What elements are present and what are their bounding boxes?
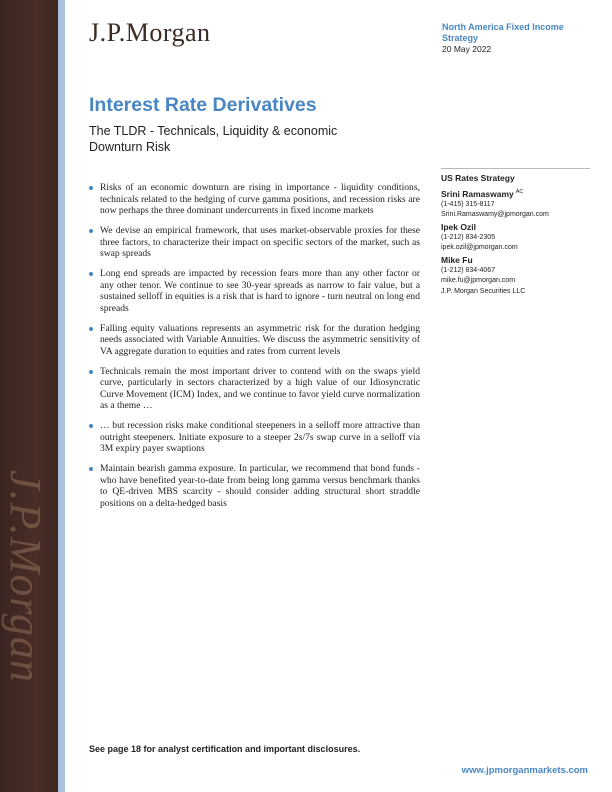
list-item-text: … but recession risks make conditional steepeners in a selloff more attractive than outright steepeners. Initiate exposure to a steeper 2s/7s swap curve in a selloff via 3M expiry payer swaptions <box>100 420 420 454</box>
list-item-text: Risks of an economic downturn are rising in importance - liquidity conditions, technicals related to the hedging of curve gamma positions, and recession risks are now perhaps the three dominant undercurrents in fixed income markets <box>100 182 420 216</box>
firm-name: J.P. Morgan Securities LLC <box>441 288 526 295</box>
analyst-name <box>441 254 590 266</box>
jpmorgan-watermark <box>1 470 52 710</box>
list-item-text: Falling equity valuations represents an asymmetric risk for the duration hedging needs associated with Variable Annuities. We discuss the asymmetric sensitivity of VA aggregate duration to equities and rates from current levels <box>100 322 420 357</box>
analyst-name <box>441 186 590 200</box>
bullet-icon <box>89 229 93 233</box>
analyst-email[interactable]: mike.fu@jpmorgan.com <box>441 277 516 284</box>
analyst-name-text: Srini Ramaswamy <box>441 189 514 199</box>
bullet-icon <box>89 467 93 471</box>
jpmorgan-logo: J.P.Morgan <box>89 18 211 47</box>
list-item <box>89 225 420 260</box>
analyst-email[interactable]: Srini.Ramaswamy@jpmorgan.com <box>441 211 549 218</box>
page-title: Interest Rate Derivatives <box>89 94 317 116</box>
list-item <box>89 463 420 509</box>
analyst-phone: (1-212) 834-2305 <box>441 234 496 241</box>
bullet-icon <box>89 327 93 331</box>
list-item-text: Maintain bearish gamma exposure. In particular, we recommend that bond funds - who have benefited year-to-date from being long gamma versus benchmark thanks to QE-driven MBS scarcity - should consider adding structural short straddle positions on a delta-hedged basis <box>100 463 420 509</box>
analyst-phone: (1-415) 315-8117 <box>441 201 495 208</box>
list-item <box>89 323 420 358</box>
disclosure-note: See page 18 for analyst certification and important disclosures. <box>89 744 361 754</box>
page-subtitle: The TLDR - Technicals, Liquidity & economic Downturn Risk <box>89 124 338 154</box>
document-series: North America Fixed Income Strategy <box>442 22 564 43</box>
sidebar-band <box>0 0 58 792</box>
website-link[interactable]: www.jpmorganmarkets.com <box>461 765 588 776</box>
list-item-text: We devise an empirical framework, that uses market-observable proxies for these three factors, to characterize their impact on specific sectors of the market, such as swap spreads <box>100 225 420 259</box>
list-item <box>89 366 420 412</box>
bullet-icon <box>89 370 93 374</box>
analyst-name <box>441 221 590 233</box>
analyst-phone: (1-212) 834-4067 <box>441 267 496 274</box>
document-date: 20 May 2022 <box>442 44 492 54</box>
analyst-panel <box>441 168 590 297</box>
bullet-icon <box>89 272 93 276</box>
watermark-text: J.P.Morgan <box>1 470 50 683</box>
list-item <box>89 268 420 314</box>
list-item <box>89 182 420 217</box>
list-item-text: Technicals remain the most important driver to contend with on the swaps yield curve, particularly in sectors characterized by a high value of our Idiosyncratic Curve Movement (ICM) Index, and we continue to favor yield curve normalization as a theme … <box>100 365 420 411</box>
key-points-list <box>89 182 420 518</box>
analyst-certification-mark: AC <box>515 189 524 195</box>
bullet-icon <box>89 424 93 428</box>
analyst-name-text: Mike Fu <box>441 255 473 265</box>
analyst-panel-heading: US Rates Strategy <box>441 173 515 183</box>
analyst-email[interactable]: ipek.ozil@jpmorgan.com <box>441 244 518 251</box>
list-item <box>89 420 420 455</box>
analyst-name-text: Ipek Ozil <box>441 222 476 232</box>
list-item-text: Long end spreads are impacted by recession fears more than any other factor or any other tenor. We continue to see 30-year spreads as narrow to fair value, but a sustained selloff in equities is a risk that is hard to ignore - turn neutral on long end spreads <box>100 268 420 314</box>
bullet-icon <box>89 186 93 190</box>
sidebar-stripe <box>58 0 65 792</box>
